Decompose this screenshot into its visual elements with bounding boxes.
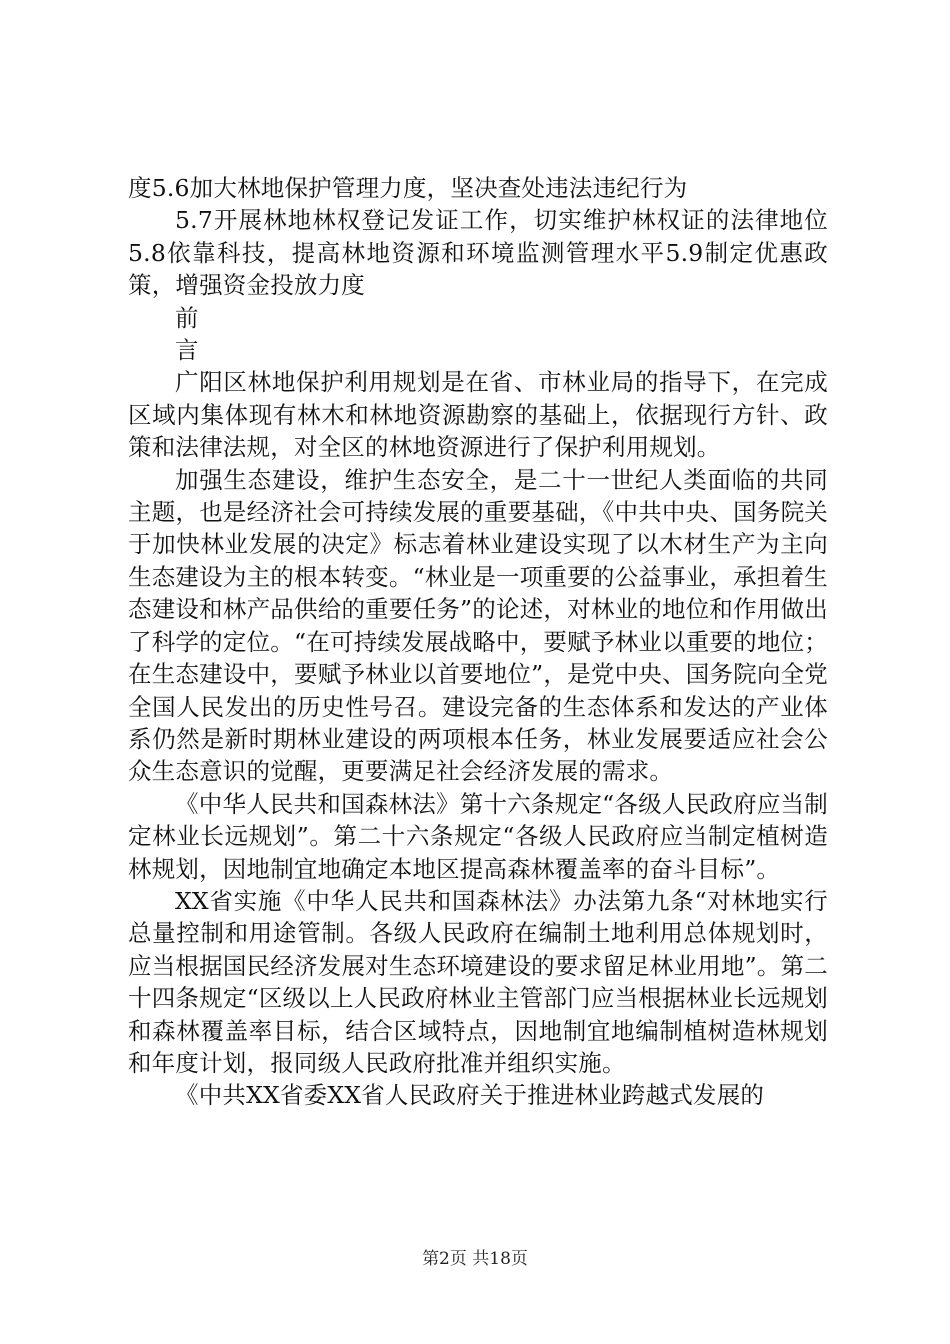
document-body — [128, 172, 828, 1112]
paragraph-provincial-decision: 《中共XX省委XX省人民政府关于推进林业跨越式发展的 — [175, 1081, 765, 1110]
heading-preface-char-1: 前 — [175, 303, 199, 332]
paragraph-ecology: 加强生态建设，维护生态安全，是二十一世纪人类面临的共同主题，也是经济社会可持续发展的重要基础，《中共中央、国务院关于加快林业发展的决定》标志着林业建设实现了以木材生产为主向生态建设为主的根本转变。“林业是一项重要的公益事业，承担着生态建设和林产品供给的重要任务”的论述，对林业的地位和作用做出了科学的定位。“在可持续发展战略中，要赋予林业以重要的地位；在生态建设中，要赋予林业以首要地位”，是党中央、国务院向全党全国人民发出的历史性号召。建设完备的生态体系和发达的产业体系仍然是新时期林业建设的两项根本任务，林业发展要适应社会公众生态意识的觉醒，更要满足社会经济发展的需求。 — [128, 465, 828, 786]
paragraph-intro: 广阳区林地保护利用规划是在省、市林业局的指导下，在完成区域内集体现有林木和林地资源勘察的基础上，依据现行方针、政策和法律法规，对全区的林地资源进行了保护利用规划。 — [128, 368, 828, 462]
heading-preface-char-2: 言 — [175, 336, 199, 365]
paragraph-provincial-law: XX省实施《中华人民共和国森林法》办法第九条“对林地实行总量控制和用途管制。各级人民政府在编制土地利用总体规划时，应当根据国民经济发展对生态环境建设的要求留足林业用地”。第二十四条规定“区级以上人民政府林业主管部门应当根据林业长远规划和森林覆盖率目标，结合区域特点，因地制宜地编制植树造林规划和年度计划，报同级人民政府批准并组织实施。 — [128, 886, 828, 1077]
paragraph-section-5-7: 5.7开展林地林权登记发证工作，切实维护林权证的法律地位5.8依靠科技，提高林地资源和环境监测管理水平5.9制定优惠政策，增强资金投放力度 — [128, 206, 828, 300]
paragraph-continuation: 度5.6加大林地保护管理力度，坚决查处违法违纪行为 — [128, 174, 688, 202]
paragraph-forest-law: 《中华人民共和国森林法》第十六条规定“各级人民政府应当制定林业长远规划”。第二十六条规定“各级人民政府应当制定植树造林规划，因地制宜地确定本地区提高森林覆盖率的奋斗目标”。 — [128, 789, 828, 883]
page-footer: 第2页 共18页 — [422, 1249, 528, 1269]
